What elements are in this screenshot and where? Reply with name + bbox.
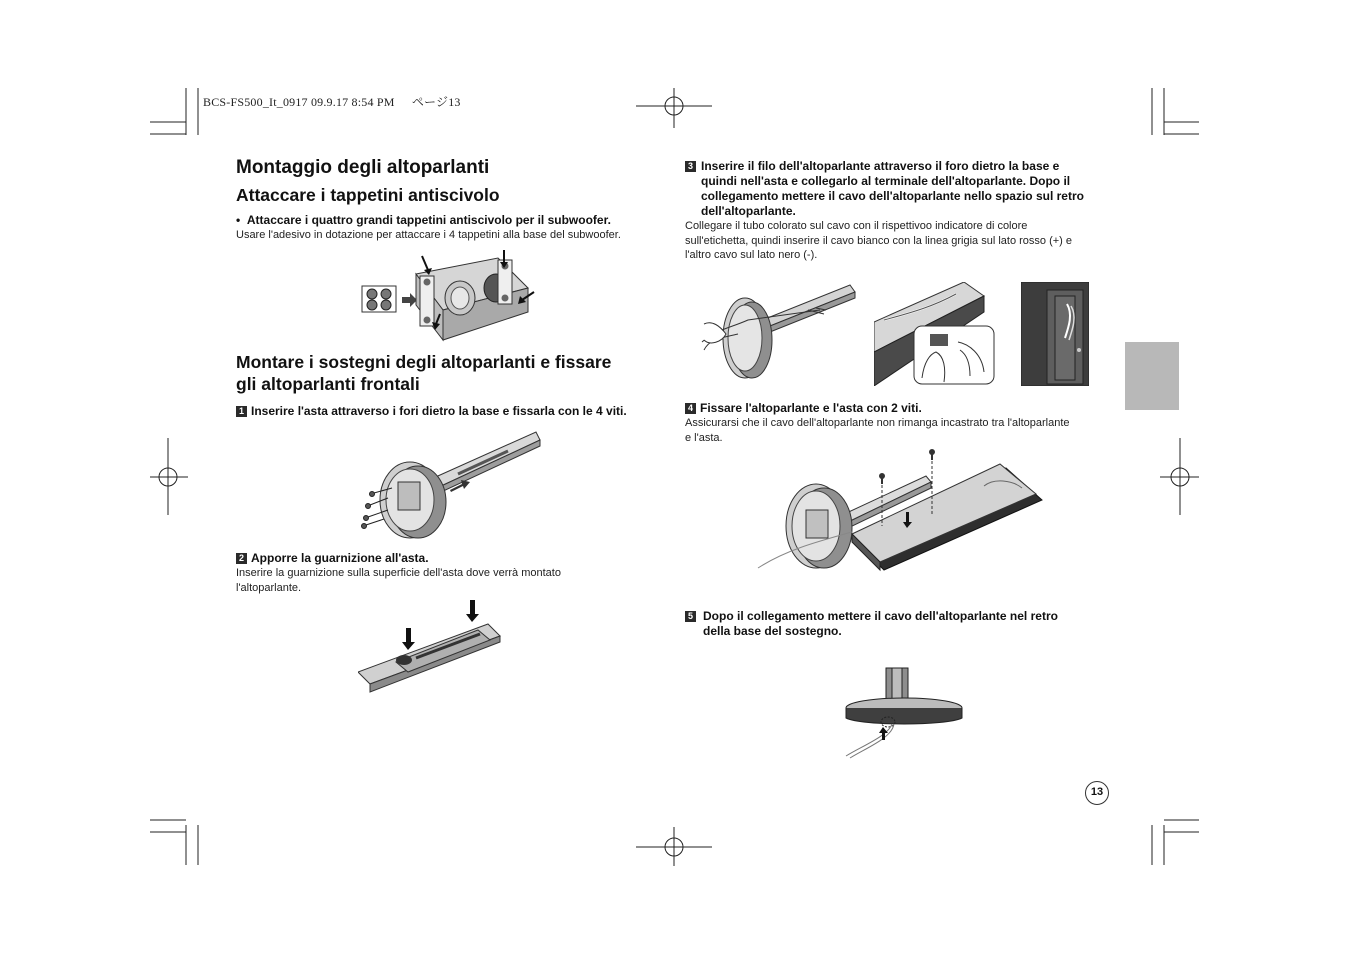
- step-5: [685, 609, 1115, 639]
- step-5-badge: 5: [685, 611, 696, 622]
- step-5-bold-line-1: Dopo il collegamento mettere il cavo dell'altoparlante nel retro: [703, 609, 1058, 623]
- print-file-info: [203, 93, 461, 110]
- rod-base-screws-illustration: [358, 422, 543, 540]
- step-5-bold-line-2: della base del sostegno.: [703, 624, 842, 638]
- step-4-bold-text: Fissare l'altoparlante e l'asta con 2 viti.: [700, 401, 922, 415]
- page-label-text: ページ13: [411, 95, 461, 109]
- bullet-antiskid: [236, 213, 611, 228]
- speaker-back-cable-illustration: [1021, 282, 1089, 386]
- step-3-badge: 3: [685, 161, 696, 172]
- step-3-text-line-2: sull'etichetta, quindi inserire il cavo bianco con la linea grigia sul lato rosso (+) e: [685, 234, 1072, 247]
- step-3-bold-line-3: collegamento mettere il cavo dell'altoparlante nello spazio sul retro: [701, 189, 1084, 203]
- step-3-text-line-3: l'altro cavo sul lato nero (-).: [685, 249, 818, 261]
- subwoofer-pads-illustration: [358, 250, 543, 345]
- step-2: [236, 551, 429, 566]
- step-3-bold-line-4: dell'altoparlante.: [701, 204, 796, 218]
- speaker-terminal-illustration: [874, 282, 999, 386]
- stand-base-cable-illustration: [842, 664, 968, 760]
- section-title-line-2: gli altoparlanti frontali: [236, 374, 420, 394]
- step-3: [685, 159, 1125, 219]
- page-title: Montaggio degli altoparlanti: [236, 157, 490, 178]
- step-3-bold-line-1: Inserire il filo dell'altoparlante attraverso il foro dietro la base e: [701, 159, 1060, 173]
- section-title-stands: [236, 351, 611, 395]
- file-info-text: BCS-FS500_It_0917 09.9.17 8:54 PM: [203, 95, 395, 109]
- gasket-rod-illustration: [358, 598, 503, 694]
- section-title-line-1: Montare i sostegni degli altoparlanti e fissare: [236, 352, 612, 372]
- step-4-body: [685, 416, 1070, 445]
- speaker-rod-screws-illustration: [756, 446, 1044, 572]
- wire-through-base-illustration: [700, 280, 860, 380]
- step-2-badge: 2: [236, 553, 247, 564]
- step-2-body: [236, 566, 561, 595]
- step-1: [236, 404, 627, 419]
- step-3-body: [685, 219, 1072, 263]
- step-4-text-line-2: e l'asta.: [685, 431, 723, 444]
- bullet-bold-text: Attaccare i quattro grandi tappetini antiscivolo per il subwoofer.: [246, 213, 611, 227]
- step-4: [685, 401, 922, 416]
- section-side-tab: [1125, 342, 1179, 410]
- bullet-dot: •: [236, 213, 247, 227]
- step-2-bold-text: Apporre la guarnizione all'asta.: [251, 551, 429, 565]
- step-3-bold-line-2: quindi nell'asta e collegarlo al terminale dell'altoparlante. Dopo il: [701, 174, 1071, 188]
- subtitle-antiskid-pads: Attaccare i tappetini antiscivolo: [236, 185, 500, 205]
- step-1-badge: 1: [236, 406, 247, 417]
- page-number: 13: [1085, 781, 1109, 805]
- step-4-text-line-1: Assicurarsi che il cavo dell'altoparlante non rimanga incastrato tra l'altoparlante: [685, 417, 1070, 429]
- step-2-text-line-2: l'altoparlante.: [236, 581, 302, 594]
- bullet-body-text: Usare l'adesivo in dotazione per attaccare i 4 tappetini alla base del subwoofer.: [236, 229, 621, 241]
- step-4-badge: 4: [685, 403, 696, 414]
- step-1-bold-text: Inserire l'asta attraverso i fori dietro la base e fissarla con le 4 viti.: [251, 404, 627, 418]
- step-2-text-line-1: Inserire la guarnizione sulla superficie dell'asta dove verrà montato: [236, 567, 561, 579]
- step-3-text-line-1: Collegare il tubo colorato sul cavo con il rispettivoo indicatore di colore: [685, 220, 1028, 232]
